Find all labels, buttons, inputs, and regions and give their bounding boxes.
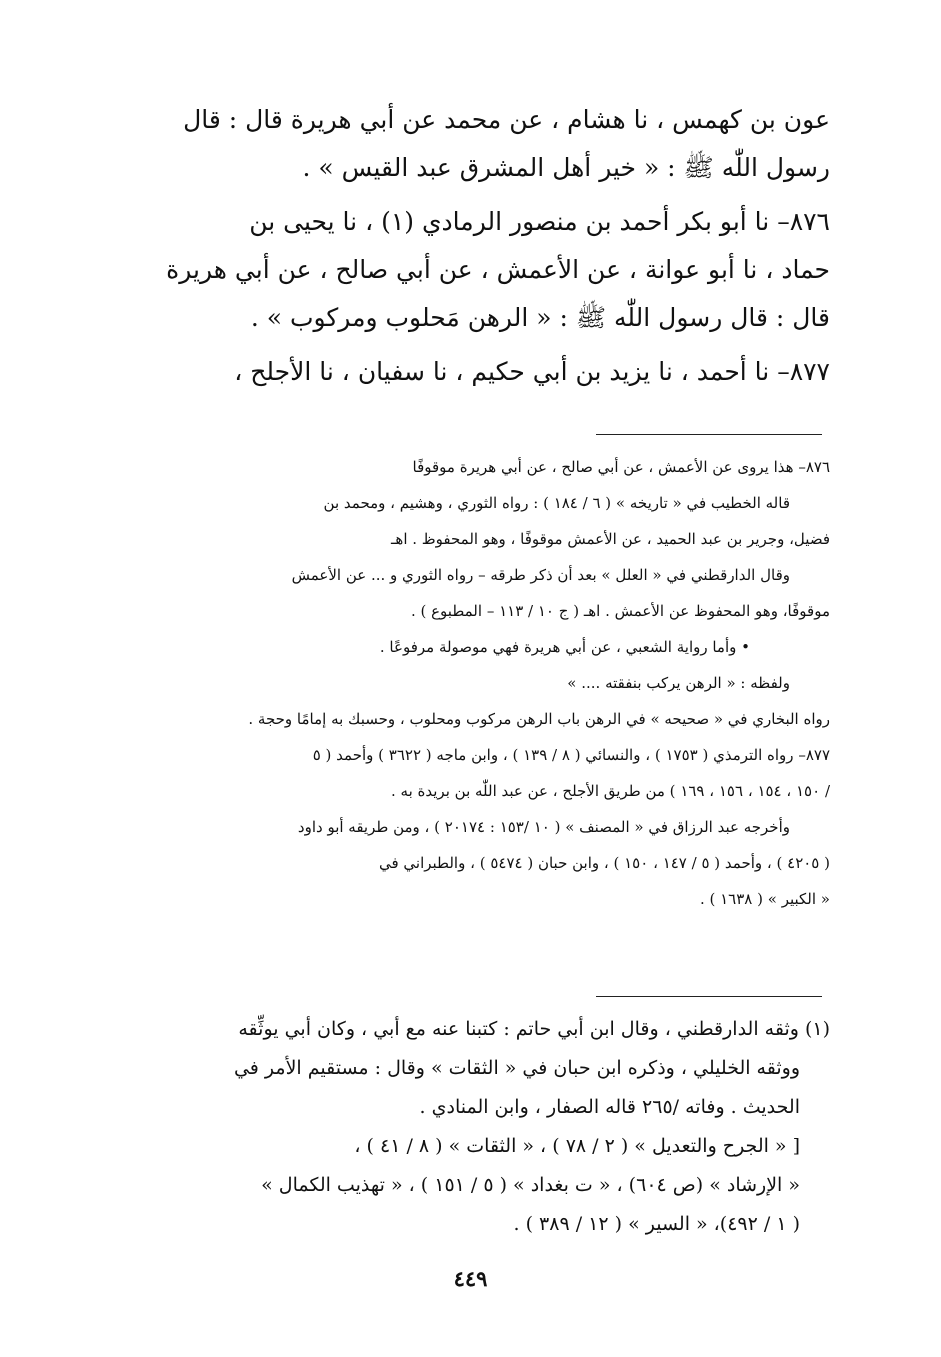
- main-line: رسول اللّٰه ﷺ : « خير أهل المشرق عبد القيس » .: [302, 153, 830, 182]
- note-line: ٨٧٦– هذا يروى عن الأعمش ، عن أبي صالح ، عن أبي هريرة موقوفًا: [412, 458, 830, 476]
- main-text: [100, 96, 830, 396]
- footnote-line: ووثقه الخليلي ، وذكره ابن حبان في « الثقات » وقال : مستقيم الأمر في: [233, 1057, 800, 1079]
- note-line: ٨٧٧– رواه الترمذي ( ١٧٥٣ ) ، والنسائي ( ٨ / ١٣٩ ) ، وابن ماجه ( ٣٦٢٢ ) وأحمد ( ٥: [312, 746, 830, 764]
- footnote-divider: [596, 996, 822, 997]
- hadith-876: ٨٧٦– نا أبو بكر أحمد بن منصور الرمادي (١) ، نا يحيى بن: [249, 207, 830, 236]
- hadith-877: ٨٧٧– نا أحمد ، نا يزيد بن أبي حكيم ، نا سفيان ، نا الأجلح ،: [234, 357, 830, 386]
- page-number: ٤٤٩: [453, 1266, 488, 1291]
- footnote-line: (١) وثقه الدارقطني ، وقال ابن أبي حاتم : كتبنا عنه مع أبي ، وكان أبي يوثِّقه: [238, 1018, 830, 1040]
- footnote-line: « الإرشاد » (ص ٦٠٤) ، « ت بغداد » ( ٥ / ١٥١ ) ، « تهذيب الكمال »: [261, 1174, 800, 1196]
- note-line: ولفظه : « الرهن يركب بنفقته .... »: [567, 674, 790, 692]
- note-line: رواه البخاري في « صحيحه » في الرهن باب الرهن مركوب ومحلوب ، وحسبك به إمامًا وحجة .: [248, 710, 830, 728]
- footnote-line: الحديث . وفاته /٢٦٥ قاله الصفار ، وابن المنادي .: [419, 1096, 800, 1118]
- footnote-line: [ « الجرح والتعديل » ( ٢ / ٧٨ ) ، « الثقات » ( ٨ / ٤١ ) ،: [354, 1135, 800, 1157]
- note-line: / ١٥٠ ، ١٥٤ ، ١٥٦ ، ١٦٩ ) من طريق الأجلح ، عن عبد اللّٰه بن بريدة به .: [391, 782, 830, 800]
- note-line: موقوفًا، وهو المحفوظ عن الأعمش . اهـ ( ج ١٠ / ١١٣ – المطبوع ) .: [410, 602, 830, 620]
- note-line: • وأما رواية الشعبي ، عن أبي هريرة فهي موصولة مرفوعًا .: [379, 638, 750, 656]
- footnote: [100, 1010, 830, 1244]
- takhrij-notes: [100, 449, 830, 917]
- note-line: ( ٤٢٠٥ ) ، وأحمد ( ٥ / ١٤٧ ، ١٥٠ ) ، وابن حبان ( ٥٤٧٤ ) ، والطبراني في: [378, 854, 830, 872]
- note-line: وقال الدارقطني في « العلل » بعد أن ذكر طرقه – رواه الثوري و ... عن الأعمش: [291, 566, 790, 584]
- notes-divider: [596, 434, 822, 435]
- main-line: قال : قال رسول اللّٰه ﷺ : « الرهن مَحلوب ومركوب » .: [250, 303, 830, 332]
- note-line: « الكبير » ( ١٦٣٨ ) .: [699, 890, 830, 908]
- footnote-line: ( ١ / ٤٩٢)، « السير » ( ١٢ / ٣٨٩ ) .: [513, 1213, 800, 1235]
- main-line: حماد ، نا أبو عوانة ، عن الأعمش ، عن أبي صالح ، عن أبي هريرة: [166, 255, 830, 284]
- note-line: قاله الخطيب في « تاريخه » ( ٦ / ١٨٤ ) : رواه الثوري ، وهشيم ، ومحمد بن: [323, 494, 790, 512]
- note-line: وأخرجه عبد الرزاق في « المصنف » ( ١٠ /١٥٣ : ٢٠١٧٤ ) ، ومن طريقه أبو داود: [297, 818, 790, 836]
- main-line: عون بن كهمس ، نا هشام ، عن محمد عن أبي هريرة قال : قال: [183, 105, 830, 134]
- note-line: فضيل، وجرير بن عبد الحميد ، عن الأعمش موقوفًا ، وهو المحفوظ . اهـ: [391, 530, 830, 548]
